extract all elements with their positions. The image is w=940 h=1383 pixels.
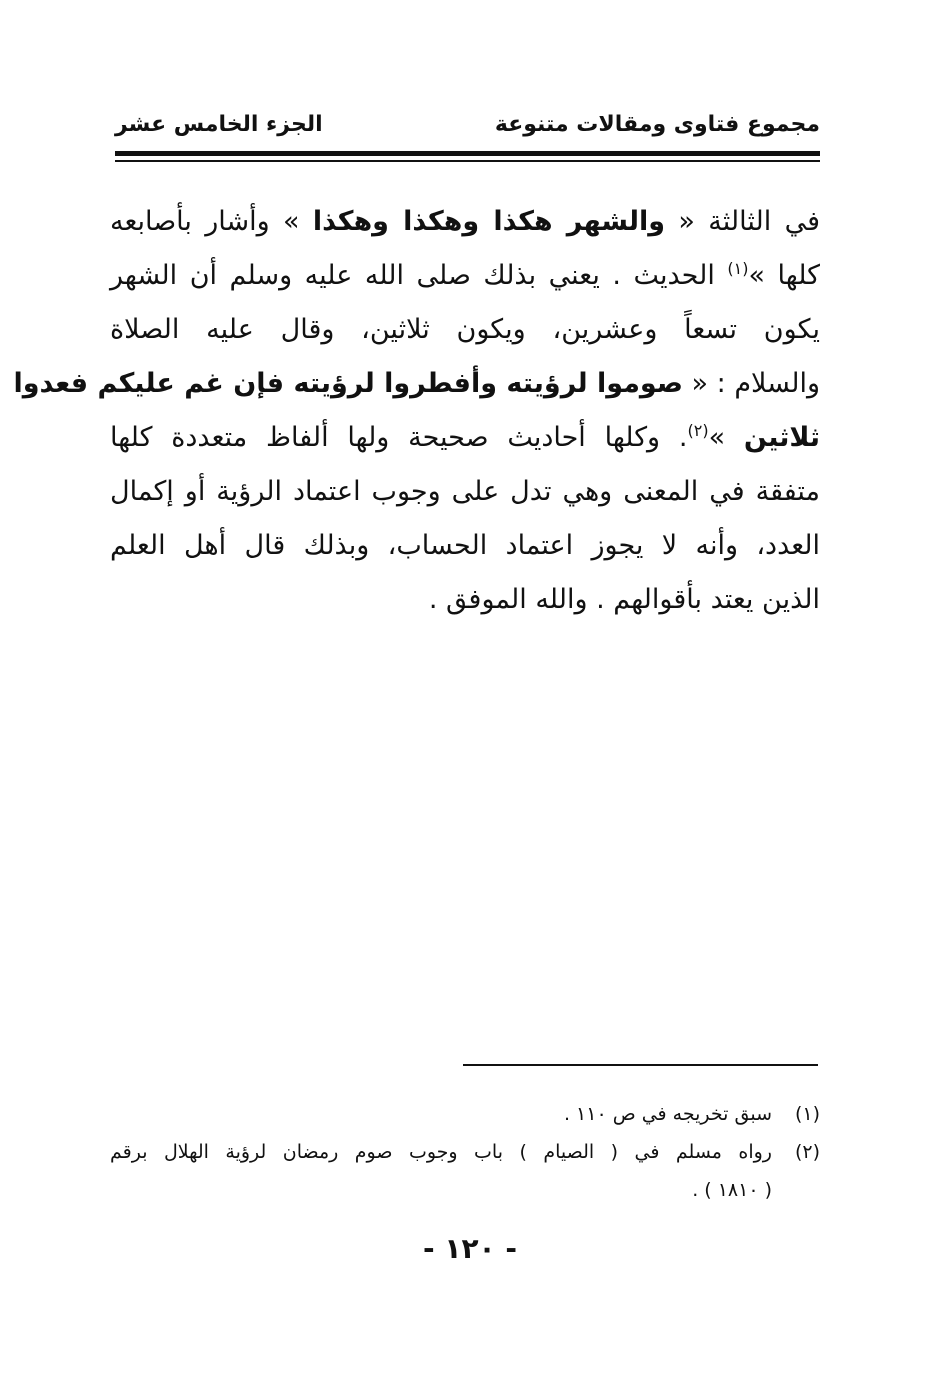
body-line: والسلام : « صوموا لرؤيته وأفطروا لرؤيته فإن غم عليكم فعدوا: [13, 368, 820, 399]
body-line: يكون تسعاً وعشرين، ويكون ثلاثين، وقال عليه الصلاة: [110, 314, 820, 345]
body-line: متفقة في المعنى وهي تدل على وجوب اعتماد الرؤية أو إكمال: [110, 476, 820, 507]
footnote-separator: [463, 1064, 818, 1066]
hadith-quote: صوموا لرؤيته وأفطروا لرؤيته فإن غم عليكم فعدوا: [13, 368, 683, 399]
body-line: الذين يعتد بأقوالهم . والله الموفق .: [428, 584, 820, 615]
body-text: [13, 195, 820, 627]
footnote-number: (١): [794, 1103, 820, 1125]
footnote: [110, 1133, 820, 1209]
body-line: ثلاثين »$^{(٢)}$. وكلها أحاديث صحيحة ولها ألفاظ متعددة كلها: [110, 421, 820, 453]
book-title: مجموع فتاوى ومقالات متنوعة: [494, 112, 820, 137]
body-line: كلها »$^{(١)}$ الحديث . يعني بذلك صلى الله عليه وسلم أن الشهر: [110, 259, 820, 291]
footnote: [110, 1095, 820, 1133]
body-line: العدد، وأنه لا يجوز اعتماد الحساب، وبذلك قال أهل العلم: [110, 530, 820, 561]
footnote-number: (٢): [794, 1141, 820, 1163]
header-rule-thick: [115, 151, 820, 156]
footnote-ref-1: (١): [727, 259, 749, 278]
footnote-text: رواه مسلم في ( الصيام ) باب وجوب صوم رمضان لرؤية الهلال برقم: [110, 1141, 772, 1163]
footnote-text: ( ١٨١٠ ) .: [692, 1179, 772, 1201]
footnote-ref-2: (٢): [687, 421, 709, 440]
page-header: [115, 112, 820, 152]
footnote-text: سبق تخريجه في ص ١١٠ .: [563, 1103, 772, 1125]
part-title: الجزء الخامس عشر: [115, 112, 323, 137]
body-line: في الثالثة « والشهر هكذا وهكذا وهكذا » وأشار بأصابعه: [110, 206, 820, 237]
hadith-quote: ثلاثين: [743, 422, 820, 453]
hadith-quote: والشهر هكذا وهكذا وهكذا: [312, 206, 666, 237]
page-number: - ١٢٠ -: [422, 1232, 518, 1265]
footnotes: [110, 1095, 820, 1209]
header-rule-thin: [115, 160, 820, 162]
